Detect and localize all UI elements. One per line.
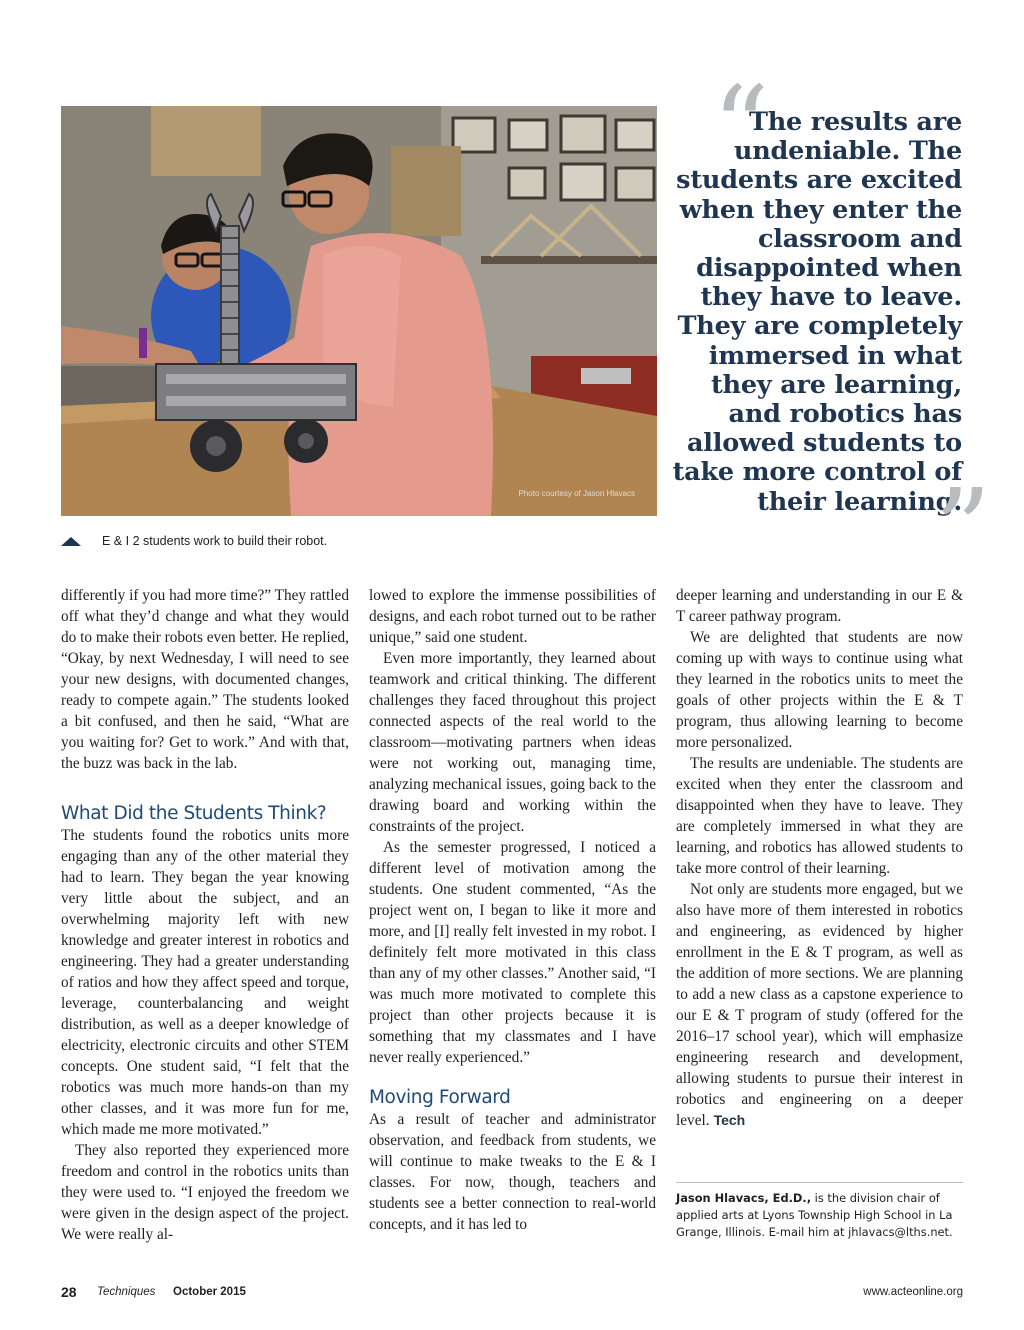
author-name: Jason Hlavacs, Ed.D., [676,1191,812,1205]
photo-credit: Photo courtesy of Jason Hlavacs [518,489,635,498]
section-heading: What Did the Students Think? [61,803,327,824]
paragraph: The students found the robotics units more engaging than any of the other material they had to learn. They began the year knowing very little about the subject, and an overwhelming majority left with new knowledge and greater interest in robotics and engineering. They had a greater understanding of ratios and how they affect speed and torque, leverage, counterbalancing and weight distribution, as well as a deeper knowledge of electricity, electronic circuits and other STEM concepts. One student said, “I felt that the robotics was much more hands-on than my other classes, and it was more fun for me, which made me more motivated.” [61,827,349,1138]
caption-triangle-icon [61,537,81,546]
paragraph: differently if you had more time?” They rattled off what they’d change and what they would do to make their robots even better. He replied, “Okay, by next Wednesday, I will need to see your new designs, with documented changes, ready to compete again.” The students looked a bit confused, and then he said, “What are you waiting for? Get to work.” And with that, the buzz was back in the lab. [61,587,349,772]
paragraph: lowed to explore the immense possibilities of designs, and each robot turned out to be rather unique,” said one student. [369,587,656,646]
paragraph: deeper learning and understanding in our E & T career pathway program. [676,587,963,625]
section-heading: Moving Forward [369,1087,511,1108]
photo-caption [61,532,327,550]
photo-illustration [61,106,657,516]
magazine-name: Techniques [97,1286,156,1298]
paragraph: They also reported they experienced more freedom and control in the robotics units than they were used to. “I enjoyed the freedom we were given in the design aspect of the project. We were really al- [61,1142,349,1243]
paragraph: The results are undeniable. The students are excited when they enter the classroom and disappointed when they have to leave. They are completely immersed in what they are learning, and robotics has allowed students to take more control of their learning. [676,755,963,877]
bio-divider [676,1182,963,1183]
paragraph-text: Not only are students more engaged, but we also have more of them interested in robotics and engineering, as evidenced by higher enrollment in the E & T program, as well as the addition of more sections. We are planning to add a new class as a capstone experience to our E & T program of study (offered for the 2016–17 school year), which will emphasize engineering research and development, allowing students to pursue their interest in robotics and engineering on a deeper level. [676,881,963,1129]
article-column-3 [676,585,963,1131]
paragraph: Even more importantly, they learned about teamwork and critical thinking. The different challenges they faced throughout this project connected aspects of the real world to the classroom—motivating partners when ideas were not working out, managing time, analyzing mechanical issues, going back to the drawing board and working within the constraints of the project. [369,650,656,835]
end-mark: Tech [713,1112,746,1128]
issue-date: October 2015 [173,1286,246,1298]
open-quote-mark: “ [712,63,770,193]
pull-quote: The results are undeniable. The students are excited when they enter the classroom and disappointed when they have to leave. They are completely immersed in what they are learning, and robotics has allowed students to take more control of their learning. [672,107,962,517]
paragraph-last [676,879,963,1131]
paragraph: As the semester progressed, I noticed a different level of motivation among the students. One student commented, “As the project went on, I began to like it more and more, and [I] really felt invested in my robot. I definitely felt more motivated in this class than any of my other classes.” Another said, “I was much more motivated to complete this project than other projects because it is something that my classmates and I have never really experienced.” [369,839,656,1066]
page-number: 28 [61,1284,77,1300]
close-quote-mark: ” [934,466,992,596]
author-bio [676,1190,963,1241]
article-column-1 [61,585,349,1245]
author-bio-text: is the division chair of applied arts at Lyons Township High School in La Grange, Illinois. E-mail him at jhlavacs@lths.net. [676,1191,953,1239]
website-link[interactable]: www.acteonline.org [863,1286,963,1298]
caption-text: E & I 2 students work to build their robot. [102,534,328,548]
page-footer [61,1285,963,1303]
article-column-2 [369,585,656,1235]
paragraph: We are delighted that students are now coming up with ways to continue using what they learned in the robotics units to meet the goals of other projects within the E & T program, thus allowing learning to become more personalized. [676,629,963,751]
article-photo [61,106,657,516]
paragraph: As a result of teacher and administrator observation, and feedback from students, we will continue to make tweaks to the E & I classes. For now, though, teachers and students see a better connection to real-world concepts, and it has led to [369,1111,656,1233]
